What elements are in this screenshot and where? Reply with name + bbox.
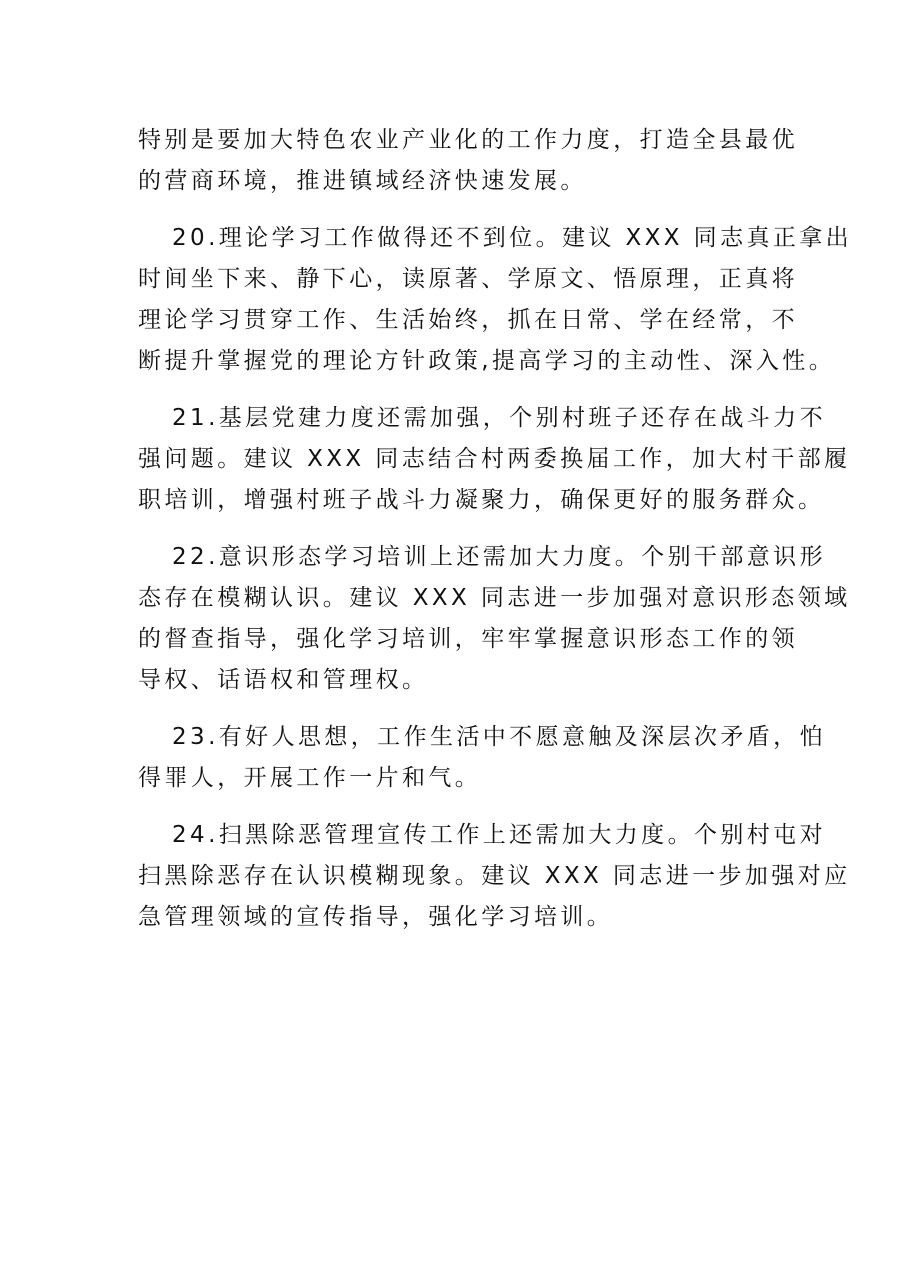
paragraph-p22 — [138, 537, 851, 701]
paragraph-line: 得罪人，开展工作一片和气。 — [138, 765, 482, 791]
paragraph-line: 强问题。建议 XXX 同志结合村两委换届工作，加大村干部履 — [138, 446, 851, 472]
paragraph-line: 22.意识形态学习培训上还需加大力度。个别干部意识形 — [172, 544, 826, 570]
paragraph-line: 导权、话语权和管理权。 — [138, 667, 429, 693]
paragraph-p23 — [138, 717, 826, 799]
paragraph-line: 23.有好人思想，工作生活中不愿意触及深层次矛盾，怕 — [172, 724, 826, 750]
paragraph-p21 — [138, 398, 851, 521]
paragraph-line: 时间坐下来、静下心，读原著、学原文、悟原理，正真将 — [138, 266, 798, 292]
paragraph-line: 理论学习贯穿工作、生活始终，抓在日常、学在经常，不 — [138, 307, 798, 333]
paragraph-p24 — [138, 815, 851, 938]
paragraph-p-continuation — [138, 120, 798, 202]
paragraph-line: 的营商环境，推进镇域经济快速发展。 — [138, 168, 587, 194]
paragraph-line: 特别是要加大特色农业产业化的工作力度，打造全县最优 — [138, 127, 798, 153]
paragraph-line: 断提升掌握党的理论方针政策,提高学习的主动性、深入性。 — [138, 348, 836, 374]
paragraph-line: 急管理领域的宣传指导，强化学习培训。 — [138, 904, 614, 930]
paragraph-line: 职培训，增强村班子战斗力凝聚力，确保更好的服务群众。 — [138, 487, 825, 513]
paragraph-line: 扫黑除恶存在认识模糊现象。建议 XXX 同志进一步加强对应 — [138, 863, 851, 889]
paragraph-line: 21.基层党建力度还需加强，个别村班子还存在战斗力不 — [172, 405, 826, 431]
document-body — [138, 120, 853, 954]
paragraph-line: 态存在模糊认识。建议 XXX 同志进一步加强对意识形态领域 — [138, 585, 851, 611]
paragraph-line: 20.理论学习工作做得还不到位。建议 XXX 同志真正拿出 — [172, 225, 853, 251]
paragraph-line: 的督查指导，强化学习培训，牢牢掌握意识形态工作的领 — [138, 626, 798, 652]
paragraph-line: 24.扫黑除恶管理宣传工作上还需加大力度。个别村屯对 — [172, 822, 826, 848]
paragraph-p20 — [138, 218, 853, 382]
